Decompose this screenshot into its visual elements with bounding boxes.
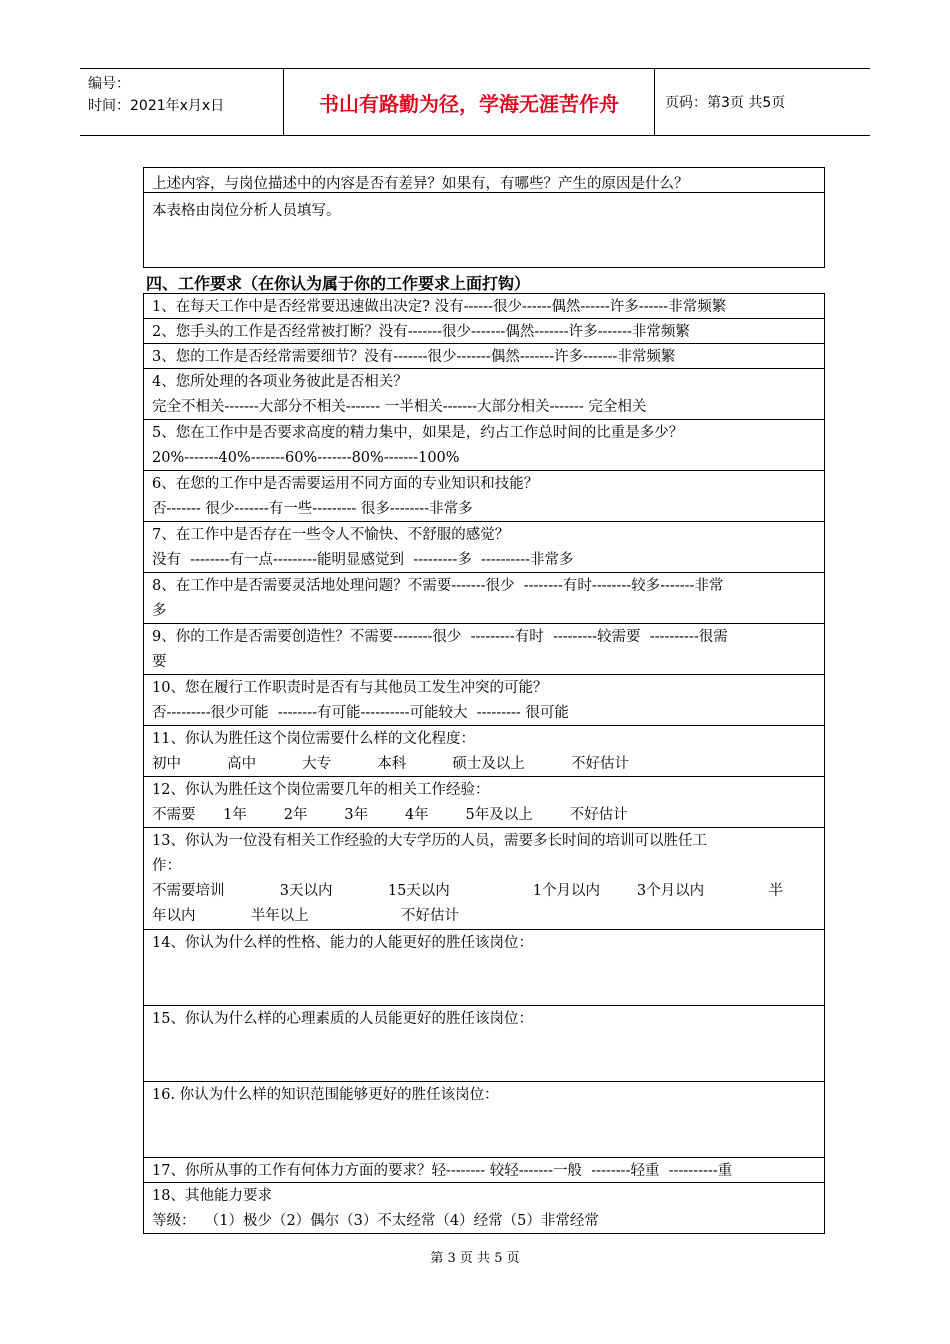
question-text: 17、你所从事的工作有何体力方面的要求？轻-------- 较轻-------一般 --------轻重 ----------重 — [152, 1163, 733, 1179]
question-row[interactable] — [144, 726, 824, 777]
question-row[interactable] — [144, 522, 824, 573]
answer-options: 初中 高中 大专 本科 硕士及以上 不好估计 — [152, 756, 629, 772]
question-row[interactable] — [144, 344, 824, 369]
intro-note: 本表格由岗位分析人员填写。 — [152, 203, 341, 219]
question-row[interactable] — [144, 1082, 824, 1158]
answer-options-continued: 年以内 半年以上 不好估计 — [152, 908, 459, 924]
question-row[interactable] — [144, 675, 824, 726]
question-text: 3、您的工作是否经常需要细节？没有-------很少-------偶然-------许多-------非常频繁 — [152, 349, 676, 365]
question-text: 12、你认为胜任这个岗位需要几年的相关工作经验： — [152, 782, 490, 798]
question-text: 1、在每天工作中是否经常要迅速做出决定? 没有------很少------偶然------许多------非常频繁 — [152, 299, 727, 315]
question-row[interactable] — [144, 420, 824, 471]
page-header — [80, 68, 870, 136]
question-text: 6、在您的工作中是否需要运用不同方面的专业知识和技能？ — [152, 476, 539, 492]
question-row[interactable] — [144, 369, 824, 420]
question-row[interactable] — [144, 624, 824, 675]
document-time-label: 时间：2021年x月x日 — [88, 98, 225, 114]
header-motto: 书山有路勤为径，学海无涯苦作舟 — [283, 69, 655, 135]
question-text: 4、您所处理的各项业务彼此是否相关？ — [152, 374, 408, 390]
question-text-continued: 多 — [152, 603, 167, 619]
section-title: 四、工作要求（在你认为属于你的工作要求上面打钩） — [146, 274, 531, 293]
intro-question: 上述内容，与岗位描述中的内容是否有差异？如果有，有哪些？产生的原因是什么？ — [144, 168, 824, 193]
answer-options: 完全不相关-------大部分不相关------- 一半相关-------大部分相关------- 完全相关 — [152, 399, 647, 415]
questions-table — [143, 293, 825, 1234]
question-text: 14、你认为什么样的性格、能力的人能更好的胜任该岗位： — [152, 935, 533, 951]
question-text: 15、你认为什么样的心理素质的人员能更好的胜任该岗位： — [152, 1011, 533, 1027]
intro-box — [143, 167, 825, 268]
header-page-info: 页码：第3页 共5页 — [665, 95, 786, 111]
question-text-continued: 作： — [152, 858, 181, 874]
question-row[interactable] — [144, 1183, 824, 1234]
page-footer: 第 3 页 共 5 页 — [430, 1251, 520, 1266]
answer-options: 20%-------40%-------60%-------80%-------100% — [152, 450, 460, 466]
question-text: 7、在工作中是否存在一些令人不愉快、不舒服的感觉？ — [152, 527, 510, 543]
question-text: 5、您在工作中是否要求高度的精力集中，如果是，约占工作总时间的比重是多少？ — [152, 425, 684, 441]
answer-options: 没有 --------有一点---------能明显感觉到 ---------多 ----------非常多 — [152, 552, 574, 568]
question-row[interactable] — [144, 777, 824, 828]
answer-options: 否------- 很少-------有一些--------- 很多--------非常多 — [152, 501, 473, 517]
question-row[interactable] — [144, 1158, 824, 1183]
question-text: 8、在工作中是否需要灵活地处理问题？不需要-------很少 --------有时--------较多-------非常 — [152, 578, 724, 594]
question-row[interactable] — [144, 471, 824, 522]
question-row[interactable] — [144, 930, 824, 1006]
header-meta — [80, 69, 283, 135]
question-text: 10、您在履行工作职责时是否有与其他员工发生冲突的可能？ — [152, 680, 548, 696]
question-text: 16. 你认为什么样的知识范围能够更好的胜任该岗位： — [152, 1087, 499, 1103]
question-text-continued: 要 — [152, 654, 167, 670]
question-row[interactable] — [144, 294, 824, 319]
question-row[interactable] — [144, 319, 824, 344]
question-text: 11、你认为胜任这个岗位需要什么样的文化程度： — [152, 731, 475, 747]
answer-options: 等级： （1）极少（2）偶尔（3）不太经常（4）经常（5）非常经常 — [152, 1213, 599, 1229]
answer-options: 不需要培训 3天以内 15天以内 1个月以内 3个月以内 半 — [152, 883, 784, 899]
answer-options: 不需要 1年 2年 3年 4年 5年及以上 不好估计 — [152, 807, 628, 823]
question-row[interactable] — [144, 828, 824, 930]
answer-options: 否---------很少可能 --------有可能----------可能较大 --------- 很可能 — [152, 705, 569, 721]
question-row[interactable] — [144, 1006, 824, 1082]
question-text: 9、你的工作是否需要创造性？不需要--------很少 ---------有时 ---------较需要 ----------很需 — [152, 629, 728, 645]
question-text: 2、您手头的工作是否经常被打断？没有-------很少-------偶然-------许多-------非常频繁 — [152, 324, 690, 340]
question-text: 13、你认为一位没有相关工作经验的大专学历的人员，需要多长时间的培训可以胜任工 — [152, 833, 707, 849]
question-row[interactable] — [144, 573, 824, 624]
document-number-label: 编号： — [88, 76, 130, 92]
question-text: 18、其他能力要求 — [152, 1188, 272, 1204]
